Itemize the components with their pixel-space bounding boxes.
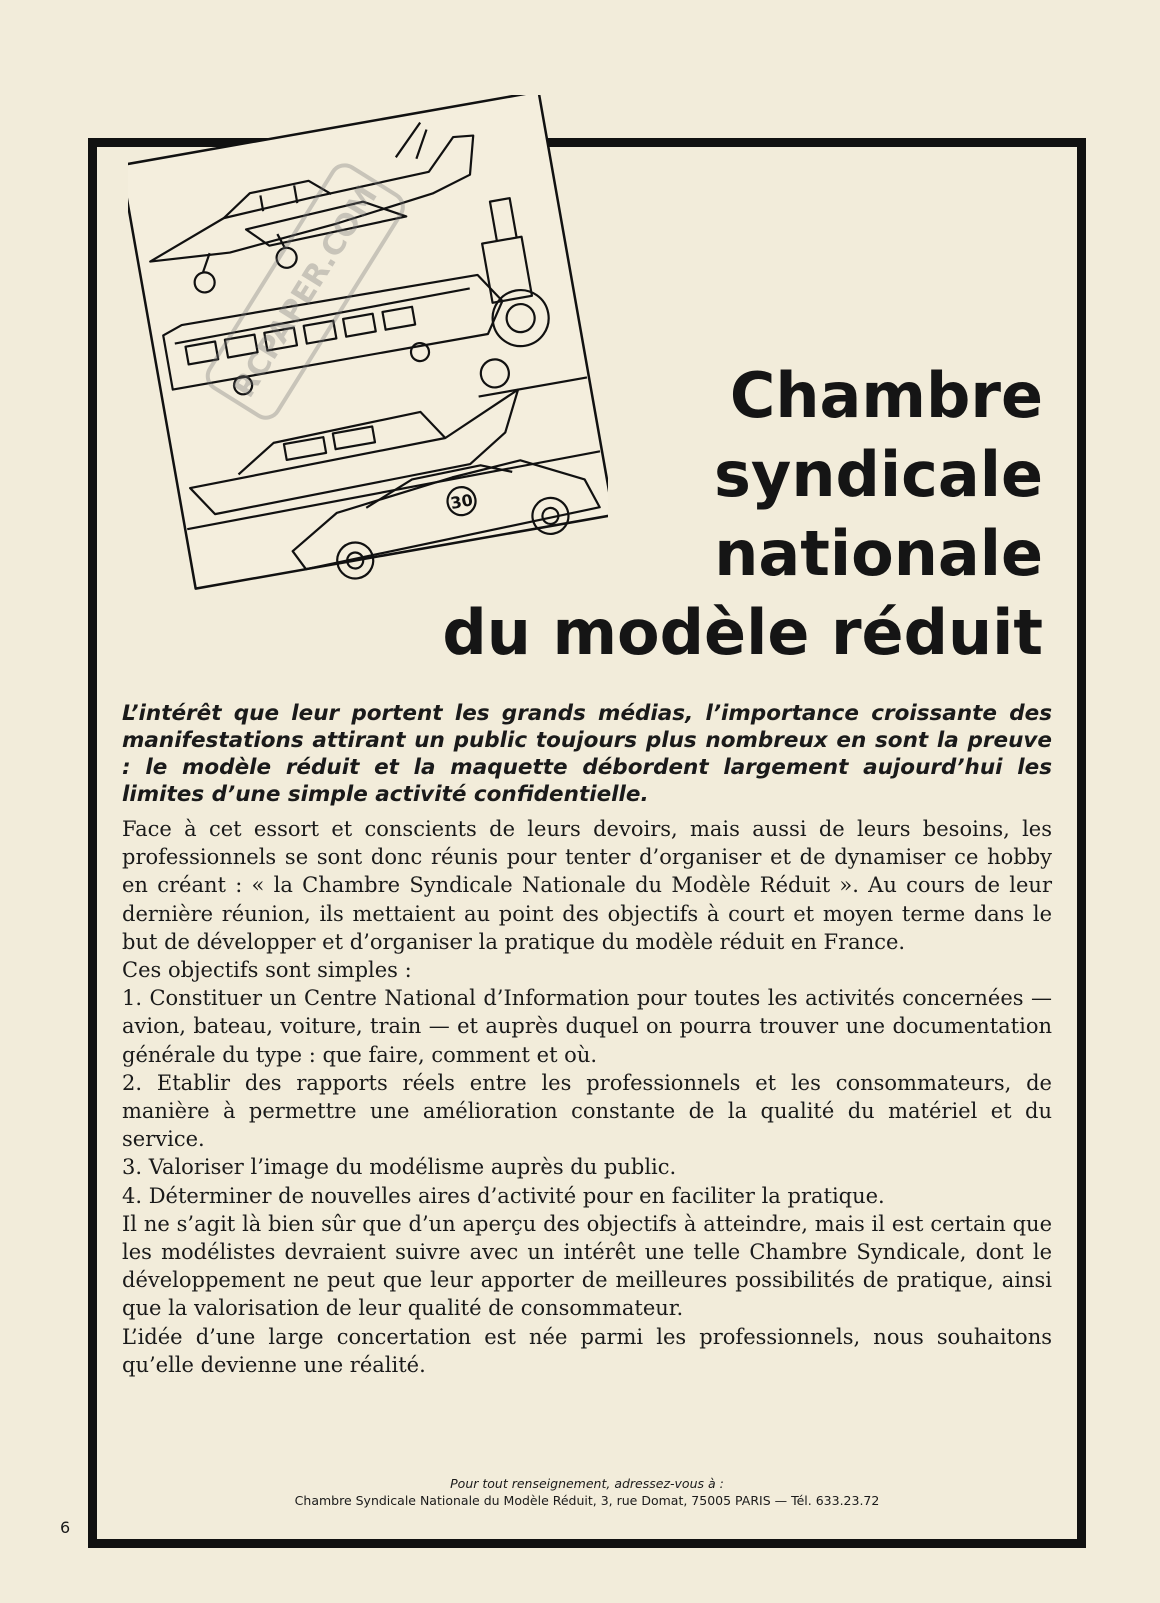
title-line: nationale (714, 517, 1043, 590)
contact-footer (122, 1475, 1052, 1509)
car-number: 30 (449, 490, 475, 513)
title-line: syndicale (714, 438, 1043, 511)
body-paragraph: Il ne s’agit là bien sûr que d’un aperçu des objectifs à atteindre, mais il est certain que les modélistes devraient suivre avec un intérêt une telle Chambre Syndicale, dont le développement ne peut que leur apporter de meilleures possibilités de pratique, ainsi que la valorisation de leur qualité de consommateur. (122, 1211, 1052, 1321)
title-line: Chambre (729, 359, 1043, 432)
article-body (122, 815, 1052, 1379)
body-paragraph: Face à cet essort et conscients de leurs devoirs, mais aussi de leurs besoins, les professionnels se sont donc réunis pour tenter d’organiser et de dynamiser ce hobby en créant : « la Chambre Syndicale Nationale du Modèle Réduit ». Au cours de leur dernière réunion, ils mettaient au point des objectifs à court et moyen terme dans le but de développer et d’organiser la pratique du modèle réduit en France. (122, 817, 1052, 954)
contact-intro: Pour tout renseignement, adressez-vous à : (450, 1476, 724, 1491)
body-paragraph: 2. Etablir des rapports réels entre les professionnels et les consommateurs, de manière à permettre une amélioration constante de la qualité du matériel et du service. (122, 1070, 1052, 1152)
body-paragraph: L’idée d’une large concertation est née parmi les professionnels, nous souhaitons qu’elle devienne une réalité. (122, 1324, 1052, 1377)
article-title (403, 356, 1043, 672)
body-paragraph: 1. Constituer un Centre National d’Information pour toutes les activités concernées — avion, bateau, voiture, train — et auprès duquel on pourra trouver une documentation générale du type : que faire, comment et où. (122, 986, 1052, 1067)
page-number: 6 (60, 1518, 71, 1537)
title-line: du modèle réduit (442, 596, 1043, 669)
contact-address: Chambre Syndicale Nationale du Modèle Réduit, 3, rue Domat, 75005 PARIS — Tél. 633.23.72 (294, 1493, 880, 1508)
body-paragraph: Ces objectifs sont simples : (122, 958, 412, 983)
body-paragraph: 4. Déterminer de nouvelles aires d’activité pour en faciliter la pratique. (122, 1183, 885, 1208)
body-paragraph: 3. Valoriser l’image du modélisme auprès du public. (122, 1155, 677, 1180)
watermark-text: RCPAPER.COM (226, 179, 385, 404)
lead-paragraph: L’intérêt que leur portent les grands médias, l’importance croissante des manifestations attirant un public toujours plus nombreux en sont la preuve : le modèle réduit et la maquette débordent largement aujourd’hui les limites d’une simple activité confidentielle. (122, 701, 1052, 807)
